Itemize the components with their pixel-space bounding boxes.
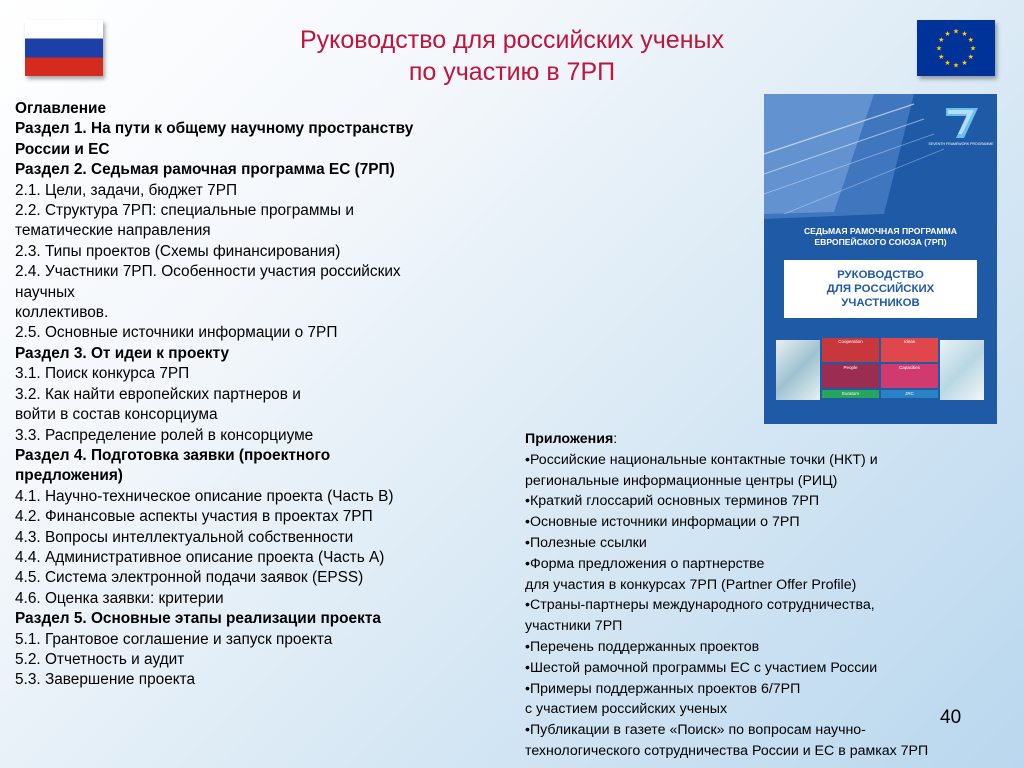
page-title xyxy=(200,24,824,88)
eu-star-icon: ★ xyxy=(944,59,951,68)
table-of-contents xyxy=(15,99,510,691)
cover-subtitle-box xyxy=(784,260,977,318)
appendix-heading: Приложения xyxy=(525,431,614,447)
cover-title-line-1: СЕДЬМАЯ РАМОЧНАЯ ПРОГРАММА xyxy=(803,226,958,236)
cover-grid-cell: People xyxy=(822,364,879,388)
eu-star-icon: ★ xyxy=(969,44,977,53)
toc-line: 5.2. Отчетность и аудит xyxy=(15,650,185,668)
appendix-line: участники 7РП xyxy=(525,618,623,635)
eu-star-icon: ★ xyxy=(952,61,960,70)
cover-photo-right xyxy=(940,340,984,400)
toc-line: 2.1. Цели, задачи, бюджет 7РП xyxy=(15,181,238,199)
eu-star-icon: ★ xyxy=(952,27,960,36)
toc-line: 5.1. Грантовое соглашение и запуск проекта xyxy=(15,630,333,648)
toc-line: 2.5. Основные источники информации о 7РП xyxy=(15,324,338,342)
eu-star-icon: ★ xyxy=(938,36,945,44)
cover-programme-grid xyxy=(822,338,938,398)
toc-line: 3.3. Распределение ролей в консорциуме xyxy=(15,426,314,444)
appendix-line: •Перечень поддержанных проектов xyxy=(525,638,760,655)
eu-star-icon: ★ xyxy=(967,53,974,61)
toc-line: Раздел 5. Основные этапы реализации проекта xyxy=(15,610,381,628)
toc-line: 5.3. Завершение проекта xyxy=(15,671,196,689)
toc-line: 2.4. Участники 7РП. Особенности участия российских xyxy=(15,263,401,281)
cover-photo-left xyxy=(776,340,820,400)
appendix-line: •Краткий глоссарий основных терминов 7РП xyxy=(525,493,820,510)
page-number: 40 xyxy=(940,707,962,728)
toc-line: войти в состав консорциума xyxy=(15,406,218,424)
toc-line: 4.6. Оценка заявки: критерии xyxy=(15,589,224,607)
eu-flag xyxy=(917,20,995,76)
toc-line: 4.1. Научно-техническое описание проекта (Часть В) xyxy=(15,487,394,505)
cover-subtitle-line-3: УЧАСТНИКОВ xyxy=(841,297,920,309)
eu-star-icon: ★ xyxy=(961,59,968,68)
eu-star-icon: ★ xyxy=(938,53,945,61)
toc-line: Раздел 2. Седьмая рамочная программа ЕС (7РП) xyxy=(15,161,395,179)
toc-line: научных xyxy=(15,283,75,301)
eu-star-icon: ★ xyxy=(935,44,943,53)
toc-line: предложения) xyxy=(15,467,123,485)
toc-line: 4.2. Финансовые аспекты участия в проектах 7РП xyxy=(15,508,373,526)
toc-line: Раздел 3. От идеи к проекту xyxy=(15,344,230,362)
cover-subtitle-line-2: ДЛЯ РОССИЙСКИХ xyxy=(826,283,935,295)
toc-line: 2.2. Структура 7РП: специальные программы и xyxy=(15,202,354,220)
toc-line: России и ЕС xyxy=(15,140,110,158)
appendix-line: •Основные источники информации о 7РП xyxy=(525,514,800,531)
title-line-2: по участию в 7РП xyxy=(408,58,616,86)
appendix-heading-line: Приложения: xyxy=(525,431,618,447)
toc-line: 2.3. Типы проектов (Схемы финансирования) xyxy=(15,242,341,260)
appendix-line: •Шестой рамочной программы ЕС с участием России xyxy=(525,659,878,676)
appendix-line: технологического сотрудничества России и ЕС в рамках 7РП xyxy=(525,742,929,759)
appendix-line: для участия в конкурсах 7РП (Partner Offer Profile) xyxy=(525,576,857,593)
appendix-line: •Форма предложения о партнерстве xyxy=(525,555,765,572)
cover-title xyxy=(764,226,997,248)
toc-line: Оглавление xyxy=(15,100,107,117)
cover-grid-cell: JRC xyxy=(881,390,938,398)
toc-line: 4.5. Система электронной подачи заявок (EPSS) xyxy=(15,569,364,587)
toc-line: 4.3. Вопросы интеллектуальной собственности xyxy=(15,528,354,546)
appendix-line: с участием российских ученых xyxy=(525,701,728,718)
appendix-line: региональные информационные центры (РИЦ) xyxy=(525,472,838,489)
appendix-line: •Страны-партнеры международного сотрудничества, xyxy=(525,597,875,614)
toc-line: Раздел 4. Подготовка заявки (проектного xyxy=(15,446,331,464)
toc-line: 4.4. Административное описание проекта (Часть А) xyxy=(15,548,385,566)
cover-grid-cell: Euratom xyxy=(822,390,879,398)
cover-grid-cell: Capacities xyxy=(881,364,938,388)
appendix-line: •Российские национальные контактные точки (НКТ) и xyxy=(525,451,878,468)
fp7-logo-icon xyxy=(928,104,994,152)
title-line-1: Руководство для российских ученых xyxy=(300,26,724,54)
russia-flag xyxy=(25,20,103,76)
fp7-logo-text: SEVENTH FRAMEWORK PROGRAMME xyxy=(928,142,994,146)
book-cover-image xyxy=(764,94,997,424)
eu-star-icon: ★ xyxy=(967,36,974,44)
eu-star-icon: ★ xyxy=(961,29,968,38)
cover-grid-cell: Cooperation xyxy=(822,338,879,362)
cover-title-line-2: ЕВРОПЕЙСКОГО СОЮЗА (7РП) xyxy=(814,237,947,247)
cover-subtitle-line-1: РУКОВОДСТВО xyxy=(837,269,924,281)
toc-line: коллективов. xyxy=(15,304,109,322)
eu-stars-icon xyxy=(917,20,995,76)
toc-line: тематические направления xyxy=(15,222,211,240)
cover-grid-cell: Ideas xyxy=(881,338,938,362)
toc-line: 3.1. Поиск конкурса 7РП xyxy=(15,365,190,383)
toc-line: 3.2. Как найти европейских партнеров и xyxy=(15,385,301,403)
toc-line: Раздел 1. На пути к общему научному пространству xyxy=(15,120,414,138)
appendix-line: •Примеры поддержанных проектов 6/7РП xyxy=(525,680,801,697)
appendix-line: •Публикации в газете «Поиск» по вопросам научно- xyxy=(525,722,866,739)
eu-star-icon: ★ xyxy=(944,29,951,38)
appendix-line: •Полезные ссылки xyxy=(525,534,647,551)
